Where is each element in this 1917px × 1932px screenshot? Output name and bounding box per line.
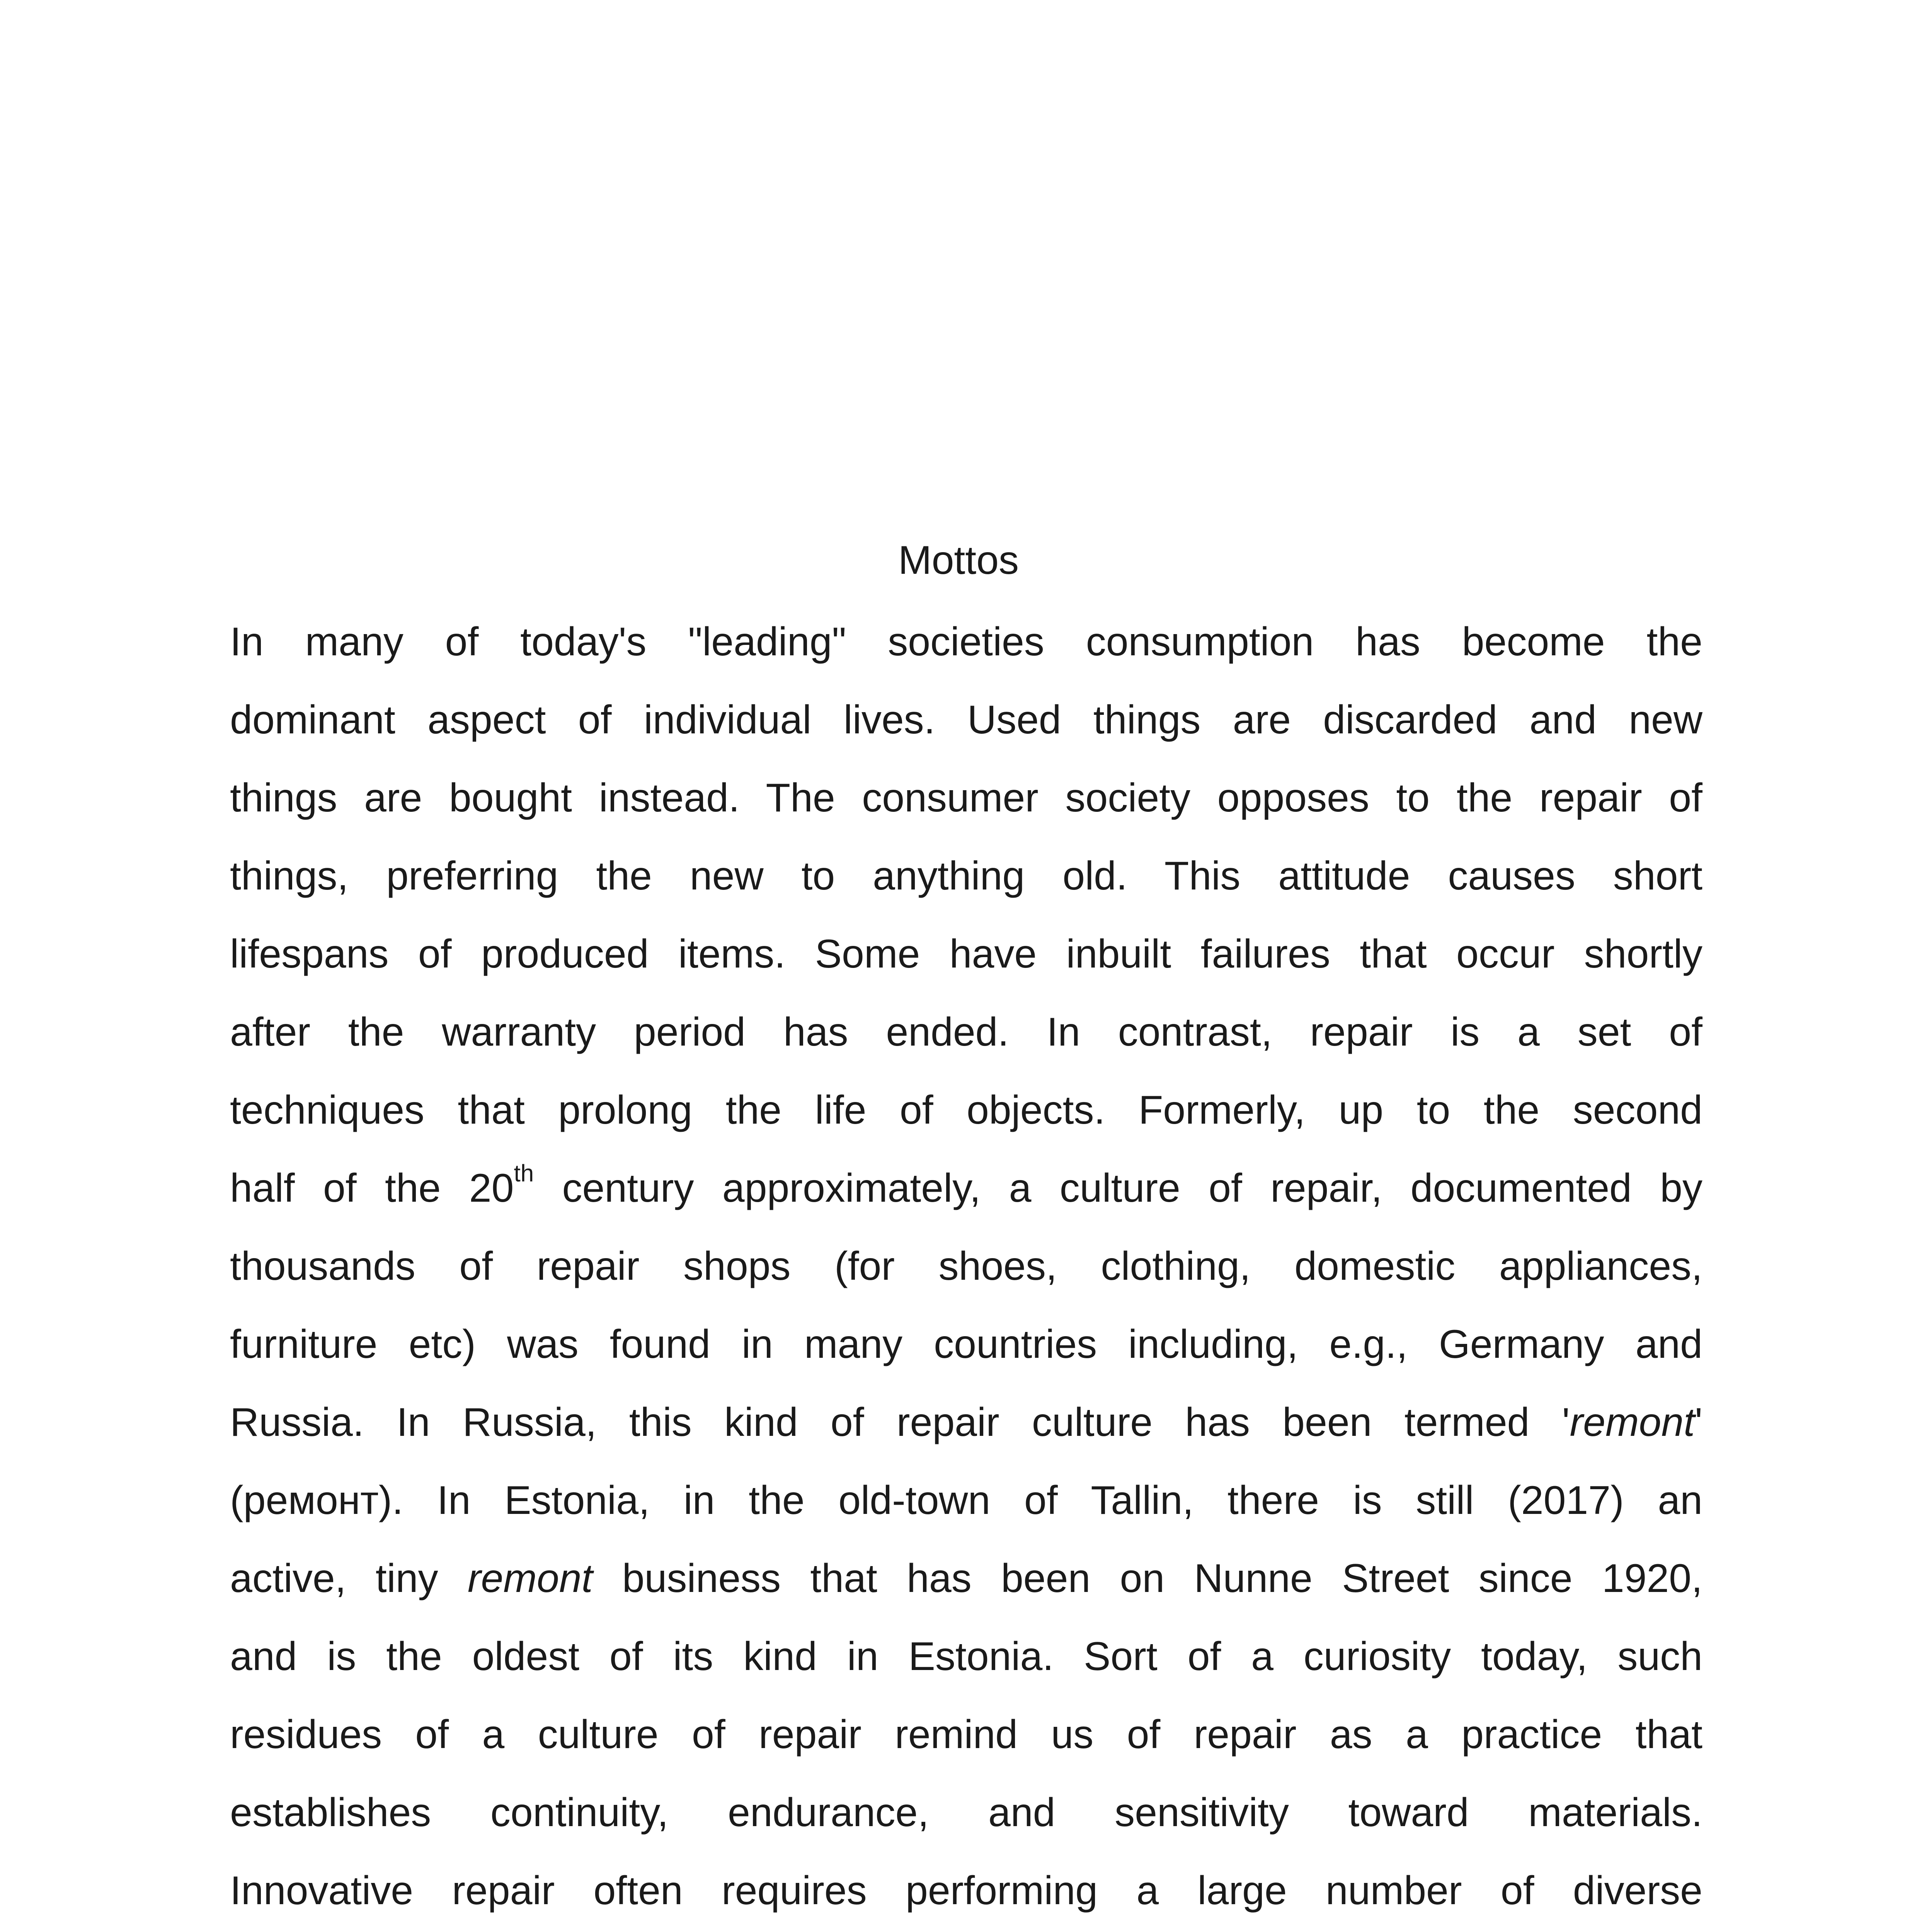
text-line	[230, 1617, 1702, 1696]
text-run: century approximately, a culture of repair, documented by	[534, 1166, 1702, 1211]
text-run: (ремонт). In Estonia, in the old-town of Tallin, there is still (2017) an	[230, 1478, 1702, 1523]
text-run: In many of today's "leading" societies consumption has become the	[230, 619, 1702, 664]
text-line	[230, 1774, 1702, 1852]
text-run: furniture etc) was found in many countries including, e.g., Germany and	[230, 1322, 1702, 1367]
text-line	[230, 837, 1702, 915]
text-line	[230, 1852, 1702, 1930]
superscript: th	[514, 1160, 534, 1187]
text-run: things are bought instead. The consumer society opposes to the repair of	[230, 776, 1702, 820]
text-run: and is the oldest of its kind in Estonia. Sort of a curiosity today, such	[230, 1634, 1702, 1679]
text-line	[230, 1149, 1702, 1227]
text-line	[230, 759, 1702, 837]
text-line	[230, 1227, 1702, 1305]
text-run: establishes continuity, endurance, and sensitivity toward materials.	[230, 1790, 1702, 1835]
italic-term: remont	[467, 1556, 593, 1601]
text-run: Russia. In Russia, this kind of repair culture has been termed '	[230, 1400, 1570, 1445]
text-run: active, tiny	[230, 1556, 468, 1601]
text-run: Innovative repair often requires performing a large number of diverse	[230, 1868, 1702, 1913]
text-line	[230, 681, 1702, 759]
text-line	[230, 1461, 1702, 1539]
text-line	[230, 1696, 1702, 1774]
text-run: lifespans of produced items. Some have inbuilt failures that occur shortly	[230, 932, 1702, 976]
text-run: residues of a culture of repair remind us of repair as a practice that	[230, 1712, 1702, 1757]
text-run: dominant aspect of individual lives. Used things are discarded and new	[230, 697, 1702, 742]
text-line	[230, 1930, 1702, 1932]
italic-term: remont	[1570, 1400, 1695, 1445]
text-run: business that has been on Nunne Street since 1920,	[592, 1556, 1702, 1601]
text-line	[230, 1305, 1702, 1383]
text-line	[230, 1071, 1702, 1149]
text-run: half of the 20	[230, 1166, 514, 1211]
text-run: techniques that prolong the life of objects. Formerly, up to the second	[230, 1088, 1702, 1133]
text-line	[230, 603, 1702, 681]
text-run: '	[1695, 1400, 1702, 1445]
text-run: thousands of repair shops (for shoes, clothing, domestic appliances,	[230, 1244, 1702, 1289]
text-run: after the warranty period has ended. In contrast, repair is a set of	[230, 1010, 1702, 1054]
text-line	[230, 1539, 1702, 1617]
text-line	[230, 993, 1702, 1071]
text-line	[230, 1383, 1702, 1461]
text-run: things, preferring the new to anything old. This attitude causes short	[230, 854, 1702, 898]
section-heading: Mottos	[898, 538, 1019, 583]
text-line	[230, 915, 1702, 993]
